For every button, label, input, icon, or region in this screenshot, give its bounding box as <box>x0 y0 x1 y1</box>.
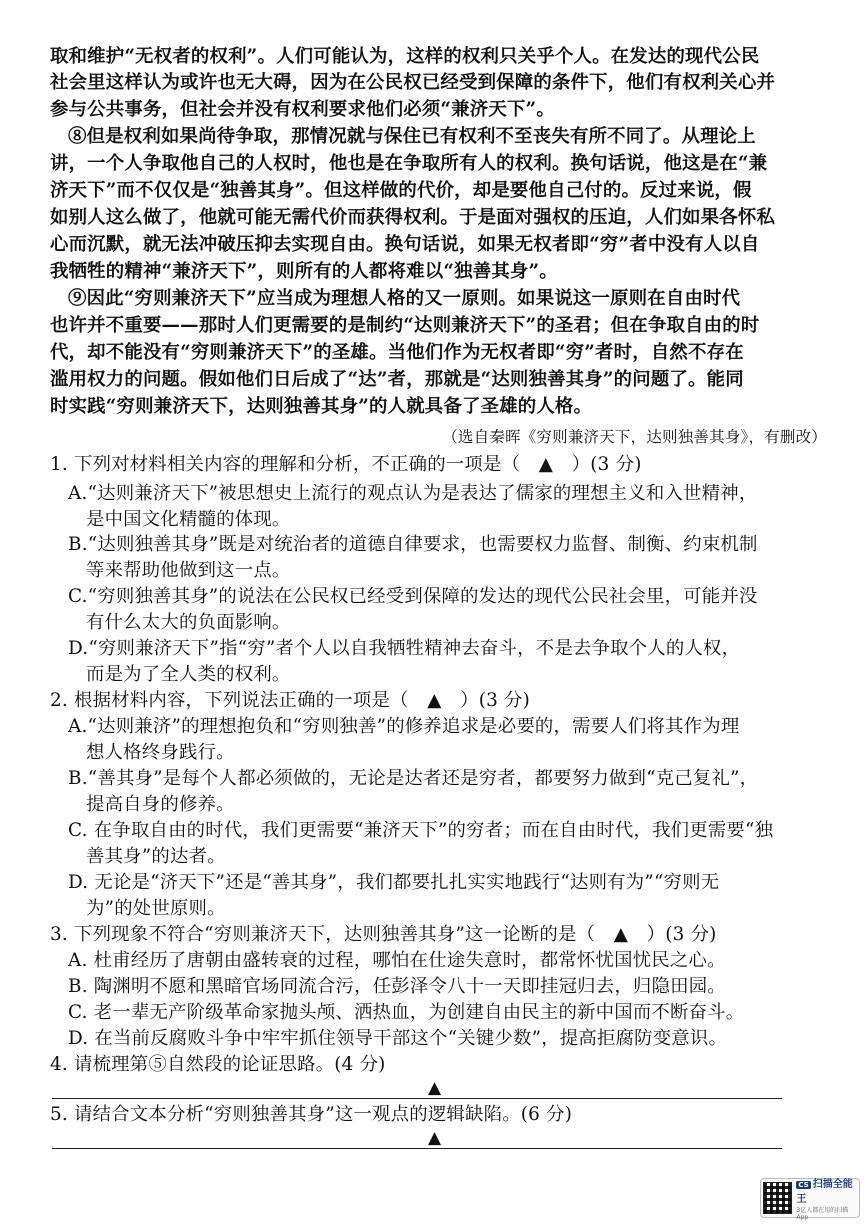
scanner-watermark <box>760 1178 860 1221</box>
passage-line: 济天下”而不仅仅是“独善其身”。但这样做的代价，却是要他自己付的。反过来说，假 <box>50 180 752 201</box>
answer-triangle-icon: ▲ <box>428 1128 442 1148</box>
q3-option-b: B. 陶渊明不愿和黑暗官场同流合污，任彭泽令八十一天即挂冠归去，归隐田园。 <box>68 976 726 997</box>
answer-line[interactable] <box>52 1148 782 1149</box>
passage-line: 我牺牲的精神“兼济天下”，则所有的人都将难以“独善其身”。 <box>50 261 558 282</box>
q2-option-d-cont: 为”的处世原则。 <box>86 898 226 919</box>
passage-line: 也许并不重要——那时人们更需要的是制约“达则兼济天下”的圣君；但在争取自由的时 <box>50 315 760 336</box>
passage-line: ⑨因此“穷则兼济天下”应当成为理想人格的又一原则。如果说这一原则在自由时代 <box>68 288 741 309</box>
q2-option-d: D. 无论是“济天下”还是“善其身”，我们都要扎扎实实地践行“达则有为”“穷则无 <box>68 872 720 893</box>
passage-line: 如别人这么做了，他就可能无需代价而获得权利。于是面对强权的压迫，人们如果各怀私 <box>50 207 776 228</box>
q2-option-a: A.“达则兼济”的理想抱负和“穷则独善”的修养追求是必要的，需要人们将其作为理 <box>68 716 740 737</box>
question-3-stem: 3. 下列现象不符合“穷则兼济天下，达则独善其身”这一论断的是（ ▲ ）(3 分) <box>50 924 717 945</box>
q2-option-b-cont: 提高自身的修养。 <box>86 794 235 815</box>
passage-source: （选自秦晖《穷则兼济天下，达则独善其身》，有删改） <box>442 428 827 446</box>
q1-option-a: A.“达则兼济天下”被思想史上流行的观点认为是表达了儒家的理想主义和入世精神， <box>68 483 758 504</box>
q1-option-a-cont: 是中国文化精髓的体现。 <box>86 509 291 530</box>
passage-line: 心而沉默，就无法冲破压抑去实现自由。换句话说，如果无权者即“穷”者中没有人以自 <box>50 234 760 255</box>
passage-line: 滥用权力的问题。假如他们日后成了“达”者，那就是“达则独善其身”的问题了。能同 <box>50 369 744 390</box>
q1-option-d-cont: 而是为了全人类的权利。 <box>86 664 291 685</box>
q1-option-c: C.“穷则独善其身”的说法在公民权已经受到保障的发达的现代公民社会里，可能并没 <box>68 586 758 607</box>
question-5-stem: 5. 请结合文本分析“穷则独善其身”这一观点的逻辑缺陷。(6 分) <box>50 1104 573 1125</box>
scanner-tagline: 3亿人都在用的扫描App <box>796 1207 849 1221</box>
q1-option-c-cont: 有什么太大的负面影响。 <box>86 612 291 633</box>
q2-option-c: C. 在争取自由的时代，我们更需要“兼济天下”的穷者；而在自由时代，我们更需要“独 <box>68 820 774 841</box>
q1-option-d: D.“穷则兼济天下”指“穷”者个人以自我牺牲精神去奋斗，不是去争取个人的人权， <box>68 638 741 659</box>
passage-line: 时实践“穷则兼济天下，达则独善其身”的人就具备了圣雄的人格。 <box>50 396 593 417</box>
qr-code-icon <box>763 1182 792 1214</box>
q1-option-b: B.“达则独善其身”既是对统治者的道德自律要求，也需要权力监督、制衡、约束机制 <box>68 534 758 555</box>
q2-option-a-cont: 想人格终身践行。 <box>86 742 235 763</box>
q3-option-d: D. 在当前反腐败斗争中牢牢抓住领导干部这个“关键少数”，提高拒腐防变意识。 <box>68 1028 728 1049</box>
q2-option-c-cont: 善其身”的达者。 <box>86 846 226 867</box>
answer-triangle-icon: ▲ <box>428 1078 442 1098</box>
passage-line: 代，却不能没有“穷则兼济天下”的圣雄。当他们作为无权者即“穷”者时，自然不存在 <box>50 342 744 363</box>
scanner-brand: 扫描全能王 <box>796 1179 853 1205</box>
question-4-stem: 4. 请梳理第⑤自然段的论证思路。(4 分) <box>50 1054 386 1075</box>
question-1-stem: 1. 下列对材料相关内容的理解和分析，不正确的一项是（ ▲ ）(3 分) <box>50 454 642 475</box>
q3-option-c: C. 老一辈无产阶级革命家抛头颅、洒热血，为创建自由民主的新中国而不断奋斗。 <box>68 1002 745 1023</box>
q3-option-a: A. 杜甫经历了唐朝由盛转衰的过程，哪怕在仕途失意时，都常怀忧国忧民之心。 <box>68 950 726 971</box>
q2-option-b: B.“善其身”是每个人都必须做的，无论是达者还是穷者，都要努力做到“克己复礼”， <box>68 768 759 789</box>
cs-logo-icon: CS <box>798 1181 809 1189</box>
passage-line: 取和维护“无权者的权利”。人们可能认为，这样的权利只关乎个人。在发达的现代公民 <box>50 46 760 67</box>
answer-line[interactable] <box>52 1098 782 1099</box>
passage-line: 社会里这样认为或许也无大碍，因为在公民权已经受到保障的条件下，他们有权利关心并 <box>50 72 776 93</box>
q1-option-b-cont: 等来帮助他做到这一点。 <box>86 560 291 581</box>
passage-line: 讲，一个人争取他自己的人权时，他也是在争取所有人的权利。换句话说，他这是在“兼 <box>50 153 768 174</box>
question-2-stem: 2. 根据材料内容，下列说法正确的一项是（ ▲ ）(3 分) <box>50 690 531 711</box>
passage-line: 参与公共事务，但社会并没有权利要求他们必须“兼济天下”。 <box>50 99 555 120</box>
passage-line: ⑧但是权利如果尚待争取，那情况就与保住已有权利不至丧失有所不同了。从理论上 <box>68 126 756 147</box>
